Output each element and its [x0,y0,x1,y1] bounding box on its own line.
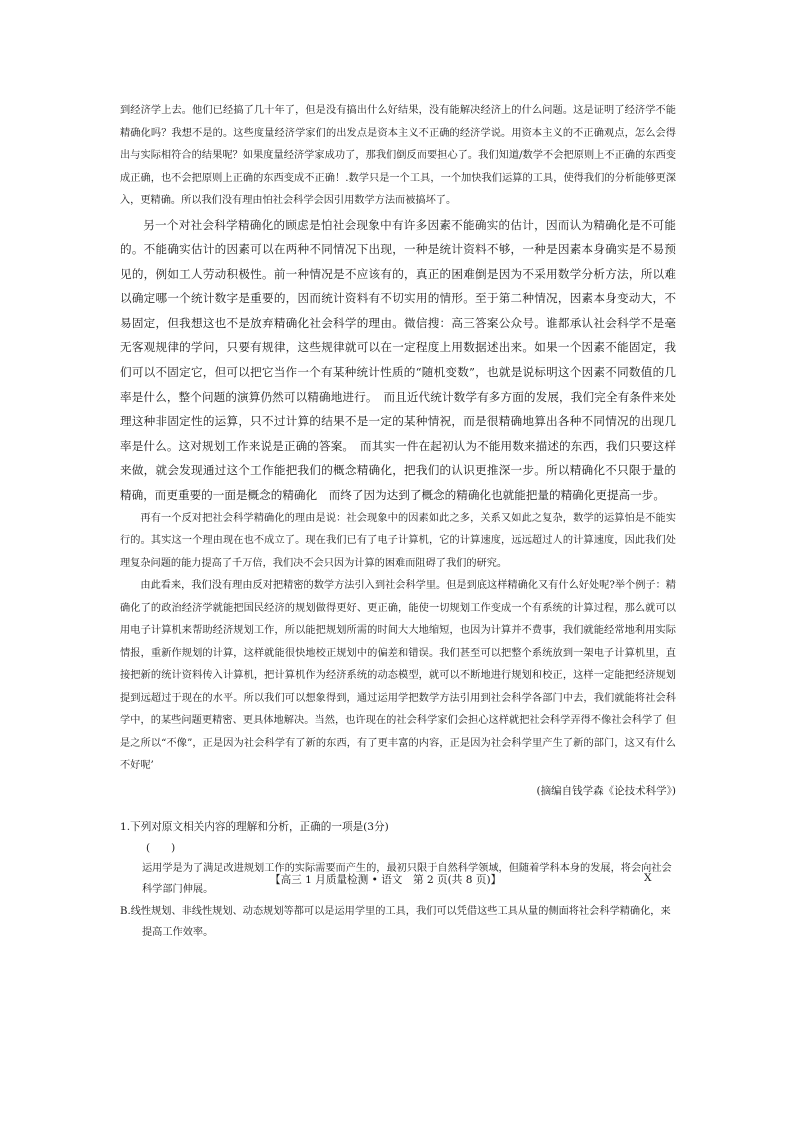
question-1-answer-blank: ( ) [146,841,176,854]
passage-paragraph-2: 另一个对社会科学精确化的顾虑是怕社会现象中有许多因素不能确实的估计，因而认为精确化是不可能的。不能确实估计的因素可以在两种不同情况下出现，一种是统计资料不够，一种是因素本身确实是不易预见的，例如工人劳动积极性。前一种情况是不应该有的，真正的困难倒是因为不采用数学分析方法，所以难以确定哪一个统计数字是重要的，因而统计资料有不切实用的情形。至于第二种情况，因素本身变动大，不易固定，但我想这也不是放弃精确化社会科学的理由。微信搜：高三答案公众号。谁都承认社会科学不是毫无客观规律的学问，只要有规律，这些规律就可以在一定程度上用数据述出来。如果一个因素不能固定，我们可以不固定它，但可以把它当作一个有某种统计性质的“随机变数”，也就是说标明这个因素不同数值的几率是什么，整个问题的演算仍然可以精确地进行。 而且近代统计数学有多方面的发展，我们完全有条件来处理这种非固定性的运算，只不过计算的结果不是一定的某种情祝，而是很精确地算出各种不同情况的出现几率是什么。这对规划工作来说是正确的答案。 而其实一件在起初认为不能用数来描述的东西，我们只要这样来做，就会发现通过这个工作能把我们的概念精确化，把我们的认识更推深一步。所以精确化不只限于量的精确，而更重要的一面是概念的精确化 而终了因为达到了概念的精确化也就能把量的精确化更提高一步。 [120,217,676,503]
passage-paragraph-4: 由此看来，我们没有理由反对把精密的数学方法引入到社会科学里。但是到底这样精确化又有什么好处呢?举个例子：精确化了的政治经济学就能把国民经济的规划做得更好、更正确，能使一切规划工作变成一个有系统的计算过程，那么就可以用电子计算机来帮助经济规划工作，所以能把规划所需的时间大大地缩短，也因为计算并不费事，我们就能经常地利用实际情报，重新作规划的计算，这样就能很快地校正规划中的偏差和错误。我们甚至可以把整个系统放到一架电子计算机里，直接把新的统计资料传入计算机，把计算机作为经济系统的动态模型，就可以不断地进行规划和校正，这样一定能把经济规划提到远超过于现在的水平。所以我们可以想象得到，通过运用学把数学方法引用到社会科学各部门中去，我们就能将社会科学中，的某些问题更精密、更具体地解决。当然，也许现在的社会科学家们会担心这样就把社会科学弄得不像社会科学了 但是之所以“不像”，正是因为社会科学有了新的东西，有了更丰富的内容，正是因为社会科学里产生了新的部门，这又有什么不好呢’ [120,580,676,772]
footer-mark: X [644,872,652,884]
passage-paragraph-continued: 到经济学上去。他们已经搞了几十年了，但是没有搞出什么好结果，没有能解决经济上的什么问题。这是证明了经济学不能精确化吗？我想不是的。这些度量经济学家们的出发点是资本主义不正确的经济学说。用资本主义的不正确观点，怎么会得出与实际相符合的结果呢？如果度量经济学家成功了，那我们倒反而要担心了。我们知道/数学不会把原则上不正确的东西变成正确，也不会把原则上正确的东西变成不正确！.数学只是一个工具，一个加快我们运算的工具，使得我们的分析能够更深入，更精确。所以我们没有理由怕社会科学会因引用数学方法而被搞坏了。 [120,105,676,206]
page-content [120,100,676,944]
page-footer: 【高三 1 月质量检测 • 语文 第 2 页(共 8 页)】 [270,874,502,886]
question-1-option-b: B.线性规划、非线性规划、动态规划等都可以是运用学里的工具，我们可以凭借这些工具从量的侧面将社会科学精确化，来提高工作效率。 [120,905,671,939]
question-1-option-a: 运用学是为了满足改进规划工作的实际需要而产生的，最初只限于自然科学领域，但随着学科本身的发展，将会向社会科学部门伸展。 [142,862,672,896]
question-1-stem: 1.下列对原文相关内容的理解和分析，正确的一项是(3分) [120,820,389,833]
passage-source: (摘编自钱学森《论技术科学》) [536,784,676,797]
passage-paragraph-3: 再有一个反对把社会科学精确化的理由是说：社会现象中的因素如此之多，关系又如此之复杂，数学的运算怕是不能实行的。其实这一个理由现在也不成立了。现在我们已有了电子计算机，它的计算速度，远远超过人的计算速度，因此我们处理复杂问题的能力提高了千万倍，我们决不会只因为计算的困难而阻碍了我们的研究。 [120,512,676,569]
